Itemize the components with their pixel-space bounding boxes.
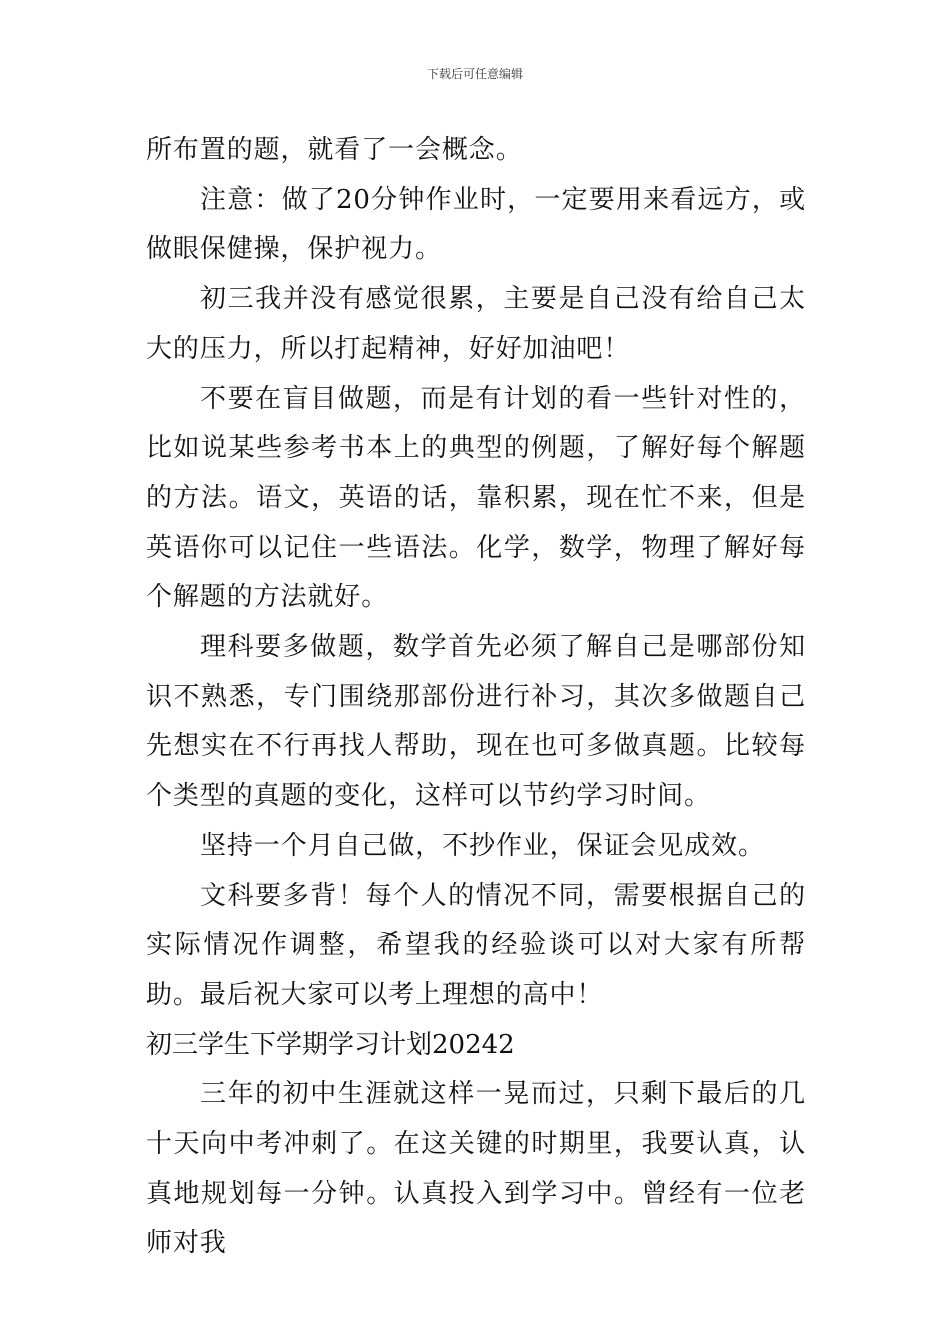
paragraph-2: 注意：做了20分钟作业时，一定要用来看远方，或做眼保健操，保护视力。 [146, 184, 806, 265]
paragraph-1: 所布置的题，就看了一会概念。 [146, 135, 523, 165]
paragraph-8: 三年的初中生涯就这样一晃而过，只剩下最后的几十天向中考冲刺了。在这关键的时期里，我要认真，认真地规划每一分钟。认真投入到学习中。曾经有一位老师对我 [146, 1079, 806, 1259]
paragraph-5: 理科要多做题，数学首先必须了解自己是哪部份知识不熟悉，专门围绕那部份进行补习，其次多做题自己先想实在不行再找人帮助，现在也可多做真题。比较每个类型的真题的变化，这样可以节约学习时间。 [146, 632, 806, 812]
document-body [146, 126, 806, 1269]
paragraph-6: 坚持一个月自己做，不抄作业，保证会见成效。 [200, 830, 765, 861]
paragraph-7: 文科要多背！每个人的情况不同，需要根据自己的实际情况作调整，希望我的经验谈可以对大家有所帮助。最后祝大家可以考上理想的高中！ [146, 880, 806, 1010]
section-heading: 初三学生下学期学习计划20242 [146, 1029, 515, 1060]
page-header: 下载后可任意编辑 [426, 67, 523, 81]
paragraph-3: 初三我并没有感觉很累，主要是自己没有给自己太大的压力，所以打起精神，好好加油吧！ [146, 284, 806, 364]
paragraph-4: 不要在盲目做题，而是有计划的看一些针对性的，比如说某些参考书本上的典型的例题，了解好每个解题的方法。语文，英语的话，靠积累，现在忙不来，但是英语你可以记住一些语法。化学，数学，物理了解好每个解题的方法就好。 [146, 383, 806, 613]
